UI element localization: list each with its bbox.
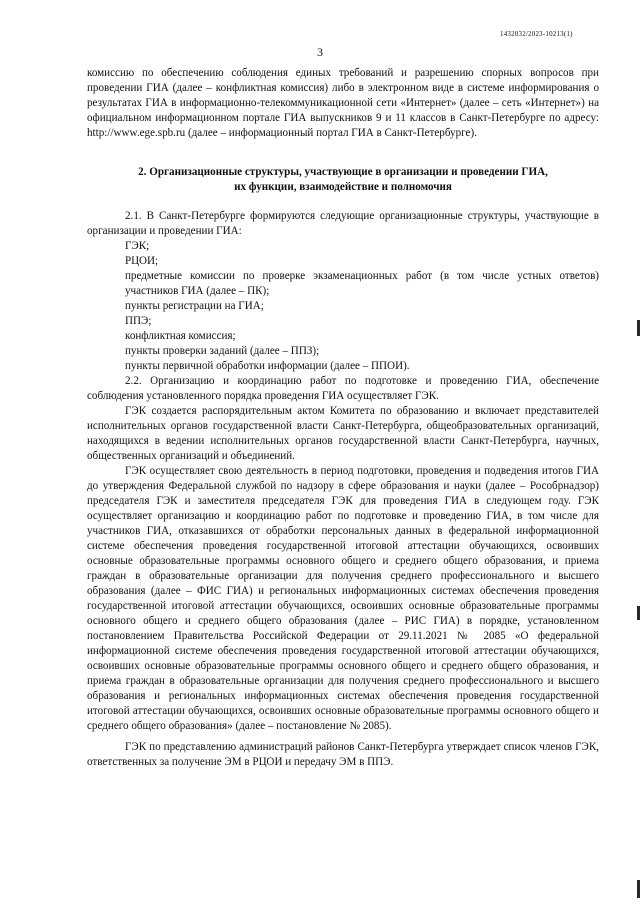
section-heading-line2: их функции, взаимодействие и полномочия [234, 181, 452, 193]
list-item: РЦОИ; [125, 255, 159, 267]
list-item: ГЭК; [125, 240, 150, 252]
list-item: пункты проверки заданий (далее – ППЗ); [125, 345, 320, 357]
section-heading [87, 165, 599, 195]
paragraph-2-2: 2.2. Организацию и координацию работ по подготовке и проведению ГИА, обеспечение соблюдения установленного порядка проведения ГИА осуществляет ГЭК. [87, 375, 599, 402]
paragraph-gek-activity: ГЭК осуществляет свою деятельность в период подготовки, проведения и подведения итогов ГИА до утверждения Федеральной службой по надзору в сфере образования и науки (далее – Рособрнадзор) председателя ГЭК и заместителя председателя ГЭК для проведения ГИА в следующем году. ГЭК осуществляет организацию и координацию работ по подготовке и проведению ГИА, в том числе для участников ГИА, отказавшихся от обработки персональных данных в федеральной информационной системе обеспечения проведения государственной итоговой аттестации обучающихся, освоивших основные образовательные программы основного общего и среднего общего образования, и приема граждан в образовательные организации для получения среднего профессионального и высшего образования (далее – ФИС ГИА) и региональных информационных системах обеспечения проведения государственной итоговой аттестации обучающихся, освоивших основные образовательные программы основного общего и среднего общего образования (далее – РИС ГИА) в порядке, установленном постановлением Правительства Российской Федерации от 29.11.2021 № 2085 «О федеральной информационной системе обеспечения проведения государственной итоговой аттестации обучающихся, освоивших основные образовательные программы основного общего и среднего общего образования, и приема граждан в образовательные организации для получения среднего профессионального и высшего образования и региональных информационных системах обеспечения проведения государственной итоговой аттестации обучающихся, освоивших основные образовательные программы основного общего и среднего общего образования» (далее – постановление № 2085). [87, 465, 599, 732]
list-item: ППЭ; [125, 315, 152, 327]
list-item: пункты первичной обработки информации (далее – ППОИ). [125, 360, 410, 372]
paragraph-gek-created: ГЭК создается распорядительным актом Комитета по образованию и включает представителей исполнительных органов государственной власти Санкт-Петербурга, общеобразовательных организаций, находящихся в ведении исполнительных органов государственной власти Санкт-Петербурга, научных, общественных организаций и объединений. [87, 405, 599, 462]
document-body [87, 66, 599, 770]
list-item: конфликтная комиссия; [125, 330, 236, 342]
paragraph-gek-members: ГЭК по представлению администраций районов Санкт-Петербурга утверждает список членов ГЭК, ответственных за получение ЭМ в РЦОИ и передачу ЭМ в ППЭ. [87, 741, 599, 768]
section-heading-line1: 2. Организационные структуры, участвующие в организации и проведении ГИА, [138, 166, 548, 178]
document-number: 1432032/2023-10213(1) [500, 30, 573, 38]
paragraph-2-1: 2.1. В Санкт-Петербурге формируются следующие организационные структуры, участвующие в организации и проведении ГИА: [87, 210, 599, 237]
page-number: 3 [317, 45, 323, 59]
list-item: предметные комиссии по проверке экзаменационных работ (в том числе устных ответов) участников ГИА (далее – ПК); [125, 270, 599, 297]
list-item: пункты регистрации на ГИА; [125, 300, 264, 312]
paragraph-continuation: комиссию по обеспечению соблюдения единых требований и разрешению спорных вопросов при проведении ГИА (далее – конфликтная комиссия) либо в электронном виде в системе информирования о результатах ГИА в информационно-телекоммуникационной сети «Интернет» (далее – сеть «Интернет») на официальном информационном портале ГИА выпускников 9 и 11 классов в Санкт-Петербурге по адресу: http://www.ege.spb.ru (далее – информационный портал ГИА в Санкт-Петербурге). [87, 67, 599, 139]
